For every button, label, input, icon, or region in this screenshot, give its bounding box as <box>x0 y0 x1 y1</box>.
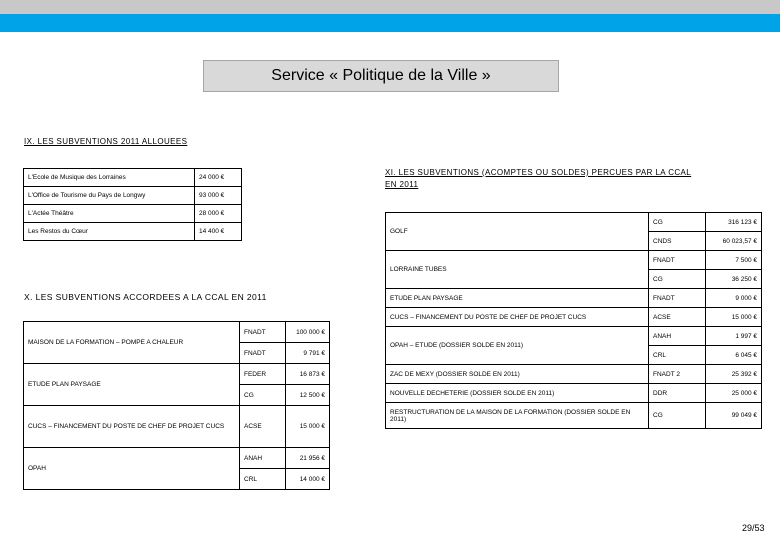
fund-cell: ACSE <box>649 308 706 327</box>
table-row <box>386 384 762 403</box>
slide-title <box>203 60 559 92</box>
fund-cell: FNADT <box>649 289 706 308</box>
org-cell: ETUDE PLAN PAYSAGE <box>24 364 240 406</box>
amount-cell: 14 000 € <box>286 469 330 490</box>
fund-cell: FEDER <box>240 364 286 385</box>
org-cell: L'Office de Tourisme du Pays de Longwy <box>24 187 195 205</box>
amount-cell: 6 045 € <box>706 346 762 365</box>
org-cell: Les Restos du Cœur <box>24 223 195 241</box>
amount-cell: 12 500 € <box>286 385 330 406</box>
amount-cell: 316 123 € <box>706 213 762 232</box>
project-cell: RESTRUCTURATION DE LA MAISON DE LA FORMATION (DOSSIER SOLDE EN 2011) <box>386 403 649 429</box>
fund-cell: CG <box>240 385 286 406</box>
section-xi-table <box>385 212 762 429</box>
amount-cell: 9 000 € <box>706 289 762 308</box>
table-row <box>24 364 330 385</box>
table-row <box>24 448 330 469</box>
org-cell: OPAH <box>24 448 240 490</box>
table-row <box>386 251 762 270</box>
amount-cell: 9 791 € <box>286 343 330 364</box>
project-cell: ETUDE PLAN PAYSAGE <box>386 289 649 308</box>
table-row <box>24 223 242 241</box>
table-row <box>24 406 330 448</box>
table-row <box>386 327 762 346</box>
org-cell: L'Ecole de Musique des Lorraines <box>24 169 195 187</box>
page-number: 29/53 <box>742 523 765 533</box>
org-cell: L'Actée Théâtre <box>24 205 195 223</box>
table-row <box>24 205 242 223</box>
amount-cell: 14 400 € <box>195 223 242 241</box>
fund-cell: FNADT <box>240 322 286 343</box>
table-row <box>24 322 330 343</box>
fund-cell: ANAH <box>240 448 286 469</box>
project-cell: GOLF <box>386 213 649 251</box>
table-row <box>24 187 242 205</box>
fund-cell: ANAH <box>649 327 706 346</box>
fund-cell: CG <box>649 403 706 429</box>
section-ix-table <box>23 168 242 241</box>
amount-cell: 7 500 € <box>706 251 762 270</box>
project-cell: OPAH – ETUDE (DOSSIER SOLDE EN 2011) <box>386 327 649 365</box>
amount-cell: 25 000 € <box>706 384 762 403</box>
table-row <box>386 403 762 429</box>
project-cell: ZAC DE MEXY (DOSSIER SOLDE EN 2011) <box>386 365 649 384</box>
amount-cell: 21 956 € <box>286 448 330 469</box>
amount-cell: 24 000 € <box>195 169 242 187</box>
fund-cell: CRL <box>240 469 286 490</box>
amount-cell: 1 997 € <box>706 327 762 346</box>
amount-cell: 15 000 € <box>706 308 762 327</box>
amount-cell: 25 392 € <box>706 365 762 384</box>
fund-cell: CRL <box>649 346 706 365</box>
slide-title-text: Service « Politique de la Ville » <box>271 67 491 84</box>
fund-cell: FNADT <box>240 343 286 364</box>
table-row <box>386 365 762 384</box>
fund-cell: FNADT <box>649 251 706 270</box>
top-band-grey <box>0 0 780 14</box>
amount-cell: 15 000 € <box>286 406 330 448</box>
amount-cell: 100 000 € <box>286 322 330 343</box>
fund-cell: FNADT 2 <box>649 365 706 384</box>
top-band-blue <box>0 14 780 32</box>
table-row <box>386 308 762 327</box>
fund-cell: ACSE <box>240 406 286 448</box>
section-x-heading: X. LES SUBVENTIONS ACCORDEES A LA CCAL EN 2011 <box>24 292 267 302</box>
project-cell: LORRAINE TUBES <box>386 251 649 289</box>
amount-cell: 60 023,57 € <box>706 232 762 251</box>
org-cell: CUCS – FINANCEMENT DU POSTE DE CHEF DE PROJET CUCS <box>24 406 240 448</box>
section-ix-heading: IX. LES SUBVENTIONS 2011 ALLOUEES <box>24 137 188 146</box>
table-row <box>386 213 762 232</box>
fund-cell: CG <box>649 213 706 232</box>
table-row <box>24 169 242 187</box>
project-cell: NOUVELLE DECHETERIE (DOSSIER SOLDE EN 2011) <box>386 384 649 403</box>
amount-cell: 16 873 € <box>286 364 330 385</box>
amount-cell: 99 049 € <box>706 403 762 429</box>
amount-cell: 28 000 € <box>195 205 242 223</box>
fund-cell: DDR <box>649 384 706 403</box>
amount-cell: 36 250 € <box>706 270 762 289</box>
project-cell: CUCS – FINANCEMENT DU POSTE DE CHEF DE PROJET CUCS <box>386 308 649 327</box>
fund-cell: CG <box>649 270 706 289</box>
fund-cell: CNDS <box>649 232 706 251</box>
section-xi-heading: XI. LES SUBVENTIONS (ACOMPTES OU SOLDES) PERCUES PAR LA CCAL EN 2011 <box>385 168 692 189</box>
amount-cell: 93 000 € <box>195 187 242 205</box>
table-row <box>386 289 762 308</box>
section-x-table <box>23 321 330 490</box>
org-cell: MAISON DE LA FORMATION – POMPE A CHALEUR <box>24 322 240 364</box>
